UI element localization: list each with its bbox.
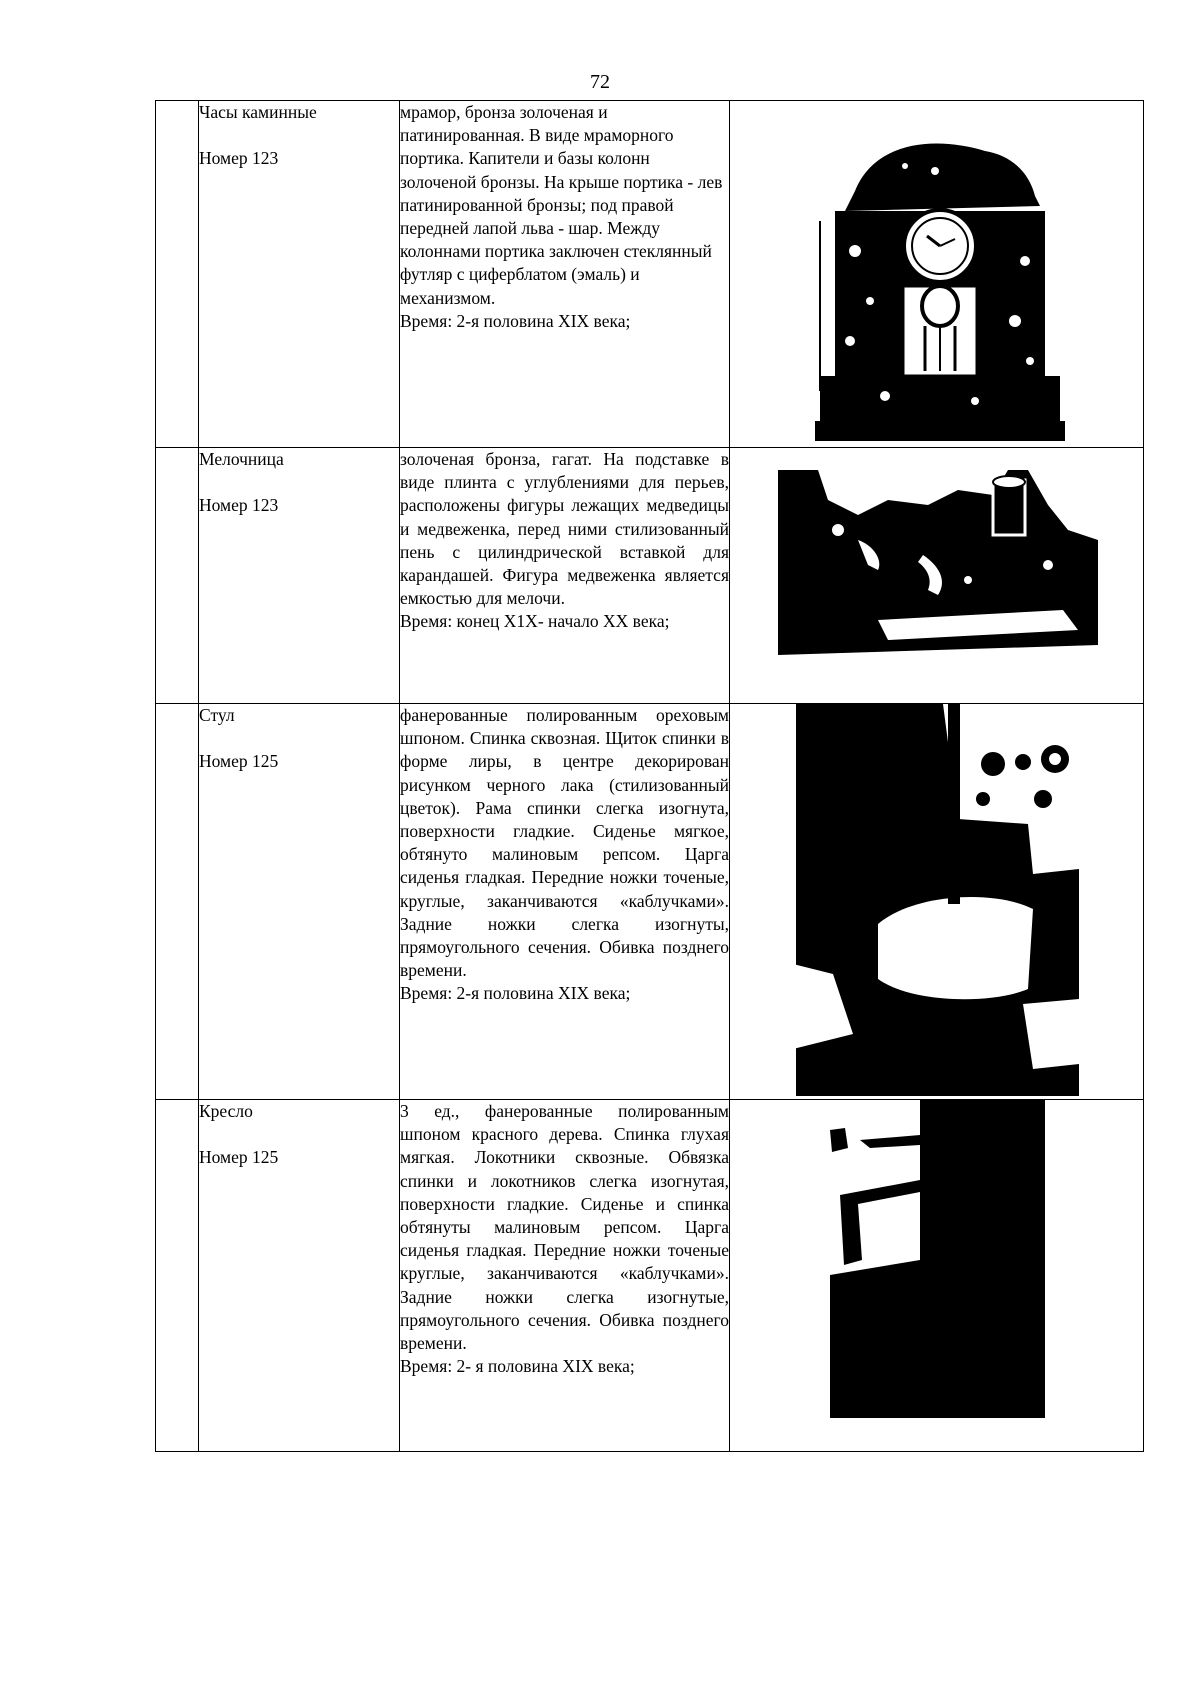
item-description-cell bbox=[400, 448, 730, 704]
row-number-cell bbox=[156, 448, 199, 704]
item-name-cell bbox=[199, 448, 400, 704]
item-name: Часы каминные bbox=[199, 102, 317, 122]
item-time: Время: 2-я половина XIX века; bbox=[400, 310, 631, 331]
armchair-photo bbox=[830, 1100, 1045, 1418]
item-name: Стул bbox=[199, 705, 235, 725]
chair-photo bbox=[793, 704, 1079, 1099]
item-image-cell bbox=[730, 448, 1144, 704]
table-row bbox=[156, 1100, 1144, 1452]
item-time: Время: 2- я половина XIX века; bbox=[400, 1356, 635, 1377]
item-image-cell bbox=[730, 101, 1144, 448]
item-inventory-number: Номер 123 bbox=[199, 148, 279, 168]
item-image-cell bbox=[730, 1100, 1144, 1452]
item-description: золоченая бронза, гагат. На подставке в виде плинта с углублениями для перьев, расположены фигуры лежащих медведицы и медвеженка, перед ними стилизованный пень с цилиндрической вставкой для карандашей. Фигура медвеженка является емкостью для мелочи. bbox=[400, 449, 729, 609]
item-description: фанерованные полированным ореховым шпоном. Спинка сквозная. Щиток спинки в форме лиры, в центре декорирован рисунком черного лака (стилизованный цветок). Рама спинки слегка изогнута, поверхности гладкие. Сиденье мягкое, обтянуто малиновым репсом. Царга сиденья гладкая. Передние ножки точеные, круглые, заканчиваются «каблучками». Задние ножки слегка изогнуты, прямоугольного сечения. Обивка позднего времени. bbox=[400, 705, 729, 981]
item-image-cell bbox=[730, 704, 1144, 1100]
item-description-cell bbox=[400, 101, 730, 448]
table-row bbox=[156, 101, 1144, 448]
item-description-cell bbox=[400, 704, 730, 1100]
row-number-cell bbox=[156, 704, 199, 1100]
item-description: 3 ед., фанерованные полированным шпоном красного дерева. Спинка глухая мягкая. Локотники сквозные. Обвязка спинки и локотников слегка изогнутая, поверхности гладкие. Сиденье и спинка обтянуты малиновым репсом. Царга сиденья гладкая. Передние ножки точеные круглые, заканчиваются «каблучками». Задние ножки слегка изогнутые, прямоугольного сечения. Обивка позднего времени. bbox=[400, 1101, 729, 1354]
row-number-cell bbox=[156, 101, 199, 448]
item-name-cell bbox=[199, 1100, 400, 1452]
item-name: Кресло bbox=[199, 1101, 253, 1121]
catalog-table bbox=[155, 100, 1144, 1452]
item-time: Время: 2-я половина XIX века; bbox=[400, 983, 631, 1004]
item-name-cell bbox=[199, 101, 400, 448]
page-number: 72 bbox=[590, 71, 610, 93]
item-time: Время: конец X1X- начало XX века; bbox=[400, 611, 670, 632]
item-name: Мелочница bbox=[199, 449, 284, 469]
item-description: мрамор, бронза золоченая и патинированная. В виде мраморного портика. Капители и базы колонн золоченой бронзы. На крыше портика - лев патинированной бронзы; под правой передней лапой льва - шар. Между колоннами портика заключен стеклянный футляр с циферблатом (эмаль) и механизмом. bbox=[400, 102, 723, 308]
item-inventory-number: Номер 125 bbox=[199, 751, 279, 771]
bear-desk-set-photo bbox=[778, 470, 1098, 665]
item-inventory-number: Номер 123 bbox=[199, 495, 279, 515]
item-name-cell bbox=[199, 704, 400, 1100]
mantel-clock-photo bbox=[815, 121, 1065, 446]
item-inventory-number: Номер 125 bbox=[199, 1147, 279, 1167]
row-number-cell bbox=[156, 1100, 199, 1452]
table-row bbox=[156, 704, 1144, 1100]
table-row bbox=[156, 448, 1144, 704]
item-description-cell bbox=[400, 1100, 730, 1452]
